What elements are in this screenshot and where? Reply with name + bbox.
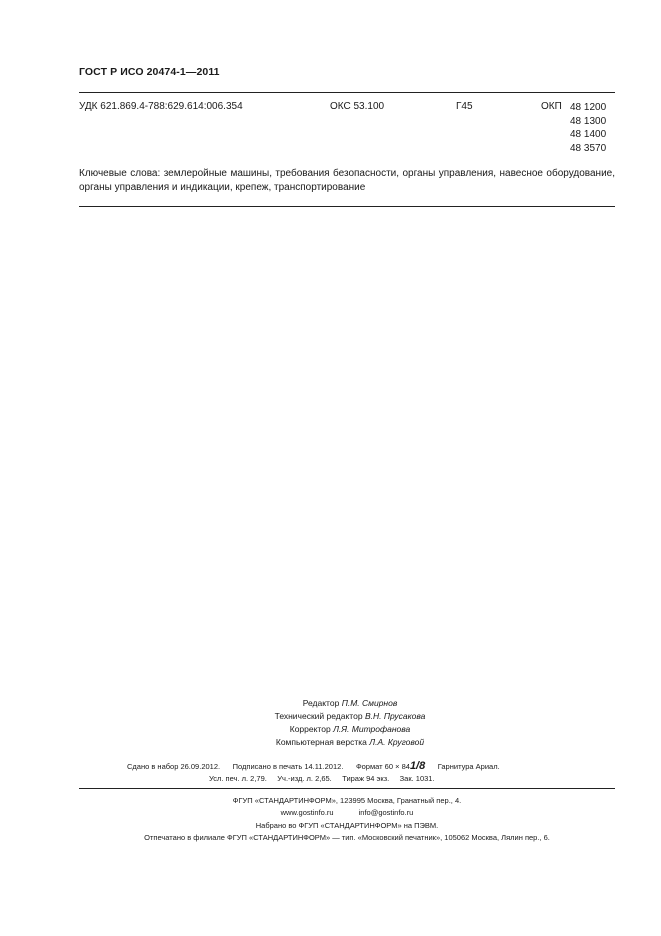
oks-code: ОКС 53.100 <box>330 101 385 112</box>
format-num: 84 <box>401 762 410 771</box>
format-fraction: 1/8 <box>409 760 426 772</box>
print-run: Тираж 94 экз. <box>342 774 390 783</box>
publisher-email[interactable]: info@gostinfo.ru <box>358 808 414 818</box>
okp-code: 48 3570 <box>570 142 607 154</box>
corrector-label: Корректор <box>289 724 331 734</box>
print-info-line-1 <box>127 760 500 772</box>
publisher-contacts <box>79 807 615 819</box>
corrector-name: Л.Я. Митрофанова <box>333 724 411 734</box>
layout-label: Компьютерная верстка <box>275 737 367 747</box>
okp-label: ОКП <box>541 101 562 112</box>
corrector-row <box>200 723 500 736</box>
tech-editor-label: Технический редактор <box>274 711 363 721</box>
document-title: ГОСТ Р ИСО 20474-1—2011 <box>79 66 220 78</box>
print-info-line-2 <box>209 774 435 783</box>
okp-code: 48 1200 <box>570 102 607 113</box>
keywords-rule <box>79 206 615 207</box>
tech-editor-name: В.Н. Прусакова <box>364 711 426 721</box>
editor-row <box>200 697 500 710</box>
submitted-date: Сдано в набор 26.09.2012. <box>127 762 221 771</box>
typeset-info: Набрано во ФГУП «СТАНДАРТИНФОРМ» на ПЭВМ. <box>255 820 439 830</box>
printer-info: Отпечатано в филиале ФГУП «СТАНДАРТИНФОРМ» — тип. «Московский печатник», 105062 Москва, Лялин пер., 6. <box>144 832 550 842</box>
okp-code: 48 1400 <box>570 129 607 140</box>
editor-label: Редактор <box>302 698 340 708</box>
font-info: Гарнитура Ариал. <box>437 762 500 771</box>
publisher-rule <box>79 788 615 789</box>
publisher-block <box>79 795 615 844</box>
publishing-sheets: Уч.-изд. л. 2,65. <box>277 774 332 783</box>
format-label: Формат 60 <box>355 762 394 771</box>
tech-editor-row <box>200 710 500 723</box>
layout-row <box>200 736 500 749</box>
editor-name: П.М. Смирнов <box>341 698 398 708</box>
editorial-staff <box>200 697 500 749</box>
group-code: Г45 <box>456 101 473 112</box>
header-rule <box>79 92 615 93</box>
publisher-website[interactable]: www.gostinfo.ru <box>280 808 334 818</box>
format-times: × <box>395 762 400 771</box>
okp-codes-list <box>570 101 606 155</box>
signed-date: Подписано в печать 14.11.2012. <box>232 762 344 771</box>
keywords-paragraph: Ключевые слова: землеройные машины, требования безопасности, органы управления, навесное оборудование, органы управления и индикации, крепеж, транспортирование <box>79 168 615 193</box>
order-number: Зак. 1031. <box>399 774 435 783</box>
okp-code: 48 1300 <box>570 115 607 127</box>
publisher-address: ФГУП «СТАНДАРТИНФОРМ», 123995 Москва, Гранатный пер., 4. <box>232 796 462 805</box>
udk-code: УДК 621.869.4-788:629.614:006.354 <box>79 101 243 112</box>
layout-name: Л.А. Круговой <box>369 737 425 747</box>
print-sheets: Усл. печ. л. 2,79. <box>209 774 267 783</box>
